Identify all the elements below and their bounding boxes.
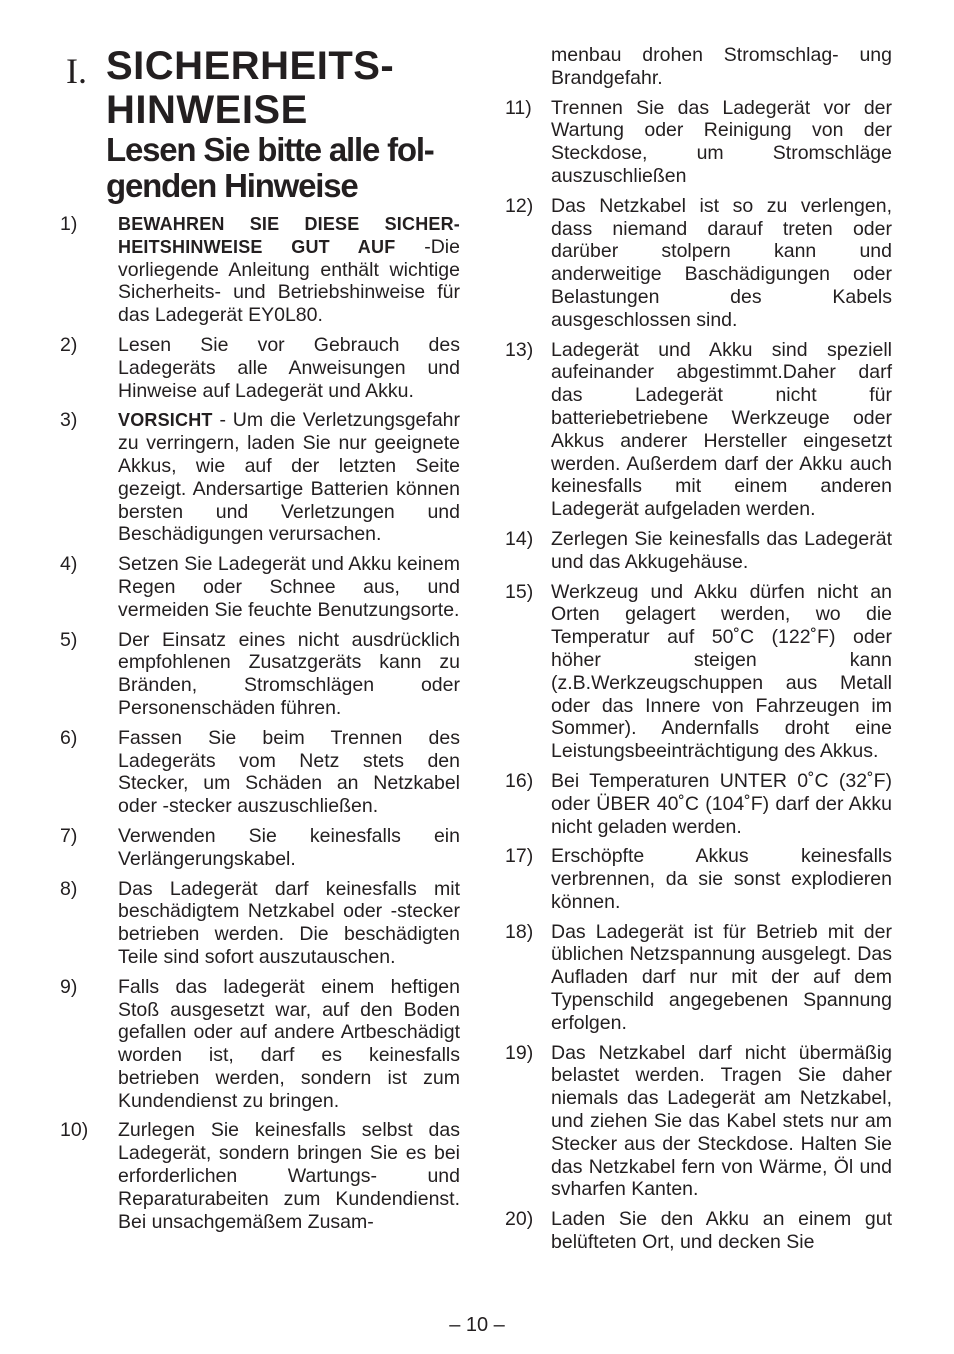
item-number: 9) xyxy=(60,975,78,998)
item-text: Erschöpfte Akkus keinesfalls verbrennen, da sie sonst explodieren können. xyxy=(551,845,892,913)
safety-item xyxy=(60,878,460,969)
item-text: Das Ladegerät darf keinesfalls mit beschädigtem Netzkabel oder -stecker betrieben werden. Die beschädigten Teile sind sofort auszutauschen. xyxy=(118,877,460,968)
item-text: Der Einsatz eines nicht ausdrücklich empfohlenen Zusatzgeräts kann zu Bränden, Stromschlägen oder Personenschäden führen. xyxy=(118,628,460,719)
safety-item xyxy=(60,1119,460,1233)
safety-item xyxy=(60,629,460,720)
item-lead: BEWAHREN SIE DIESE SICHER-HEITSHINWEISE GUT AUF xyxy=(118,214,460,257)
item-number: 3) xyxy=(60,409,78,432)
safety-item xyxy=(505,770,892,838)
item-text: Das Ladegerät ist für Betrieb mit der üblichen Netzspannung ausgelegt. Das Aufladen darf nur mit der auf dem Typenschild angegebenen Spannung erfolgen. xyxy=(551,920,892,1034)
page-number: – 10 – xyxy=(449,1314,505,1336)
item-text: -Die vorliegende Anleitung enthält wichtige Sicherheits- und Betriebshinweise für das Ladegerät EY0L80. xyxy=(118,235,460,327)
item-number: 16) xyxy=(505,769,534,792)
safety-item xyxy=(505,581,892,763)
section-title-line-1: SICHERHEITS- xyxy=(106,44,395,88)
safety-item xyxy=(505,921,892,1035)
item-number: 1) xyxy=(60,213,78,235)
section-subtitle-line-1: Lesen Sie bitte alle fol- xyxy=(106,131,434,168)
item-text: Lesen Sie vor Gebrauch des Ladegeräts alle Anweisungen und Hinweise auf Ladegerät und Akku. xyxy=(118,333,460,402)
item-text: Werkzeug und Akku dürfen nicht an Orten gelagert werden, wo die Temperatur auf 50˚C (122˚F) oder höher steigen kann (z.B.Werkzeugschuppen aus Metall oder das Innere von Fahrzeugen im Sommer). Andernfalls droht eine Leistungsbeeinträchtigung des Akkus. xyxy=(551,580,892,763)
section-subtitle xyxy=(106,132,434,204)
item-text: - Um die Verletzungsgefahr zu verringern, laden Sie nur geeignete Akkus, wie auf der letzten Seite gezeigt. Andersartige Batterien können bersten und Verletzungen und Beschädigungen verursachen. xyxy=(118,409,460,546)
section-subtitle-line-2: genden Hinweise xyxy=(106,167,358,204)
safety-item xyxy=(60,825,460,871)
item-text: Laden Sie den Akku an einem gut belüfteten Ort, und decken Sie xyxy=(551,1208,892,1254)
safety-list-left xyxy=(60,213,460,1240)
item-lead: VORSICHT xyxy=(118,410,213,431)
item-number: 20) xyxy=(505,1208,534,1231)
item-text: Setzen Sie Ladegerät und Akku keinem Regen oder Schnee aus, und vermeiden Sie feuchte Benutzungsorte. xyxy=(118,553,460,621)
item-number: 14) xyxy=(505,527,534,550)
safety-item xyxy=(505,1208,892,1254)
safety-item-continuation xyxy=(505,44,892,90)
item-number: 18) xyxy=(505,920,534,943)
safety-item xyxy=(505,97,892,188)
item-number: 5) xyxy=(60,628,78,651)
safety-item xyxy=(60,727,460,818)
item-text: Zurlegen Sie keinesfalls selbst das Ladegerät, sondern bringen Sie es bei erforderlichen Wartungs- und Reparaturabeiten zum Kundendienst. Bei unsachgemäßem Zusam- xyxy=(118,1119,460,1233)
item-text: Zerlegen Sie keinesfalls das Ladegerät und das Akkugehäuse. xyxy=(551,527,892,573)
item-number: 19) xyxy=(505,1041,534,1064)
safety-item xyxy=(505,1042,892,1202)
item-text: Das Netzkabel ist so zu verlengen, dass niemand darauf treten oder darüber stolpern kann und anderweitige Baschädigungen oder Belastungen des Kabels ausgeschlossen sind. xyxy=(551,194,892,331)
section-title-line-2: HINWEISE xyxy=(106,88,308,132)
item-text: Ladegerät und Akku sind speziell aufeinander abgestimmt.Daher darf das Ladegerät nicht für batteriebetriebene Werkzeuge oder Akkus anderer Hersteller eingesetzt werden. Außerdem darf der Akku auch keinesfalls mit einem anderen Ladegerät aufgeladen werden. xyxy=(551,338,892,521)
item-number: 11) xyxy=(505,96,532,119)
item-number: 10) xyxy=(60,1119,89,1142)
item-text: Falls das ladegerät einem heftigen Stoß ausgesetzt war, auf den Boden gefallen oder auf andere Artbeschädigt worden ist, darf es keinesfalls betrieben werden, sondern ist zum Kundendienst zu bringen. xyxy=(118,975,460,1112)
item-text: Fassen Sie beim Trennen des Ladegeräts vom Netz stets den Stecker, um Schäden an Netzkabel oder -stecker auszuschließen. xyxy=(118,726,460,818)
item-number: 7) xyxy=(60,824,78,847)
item-number: 12) xyxy=(505,194,534,217)
item-text: Bei Temperaturen UNTER 0˚C (32˚F) oder ÜBER 40˚C (104˚F) darf der Akku nicht geladen werden. xyxy=(551,769,892,838)
safety-item xyxy=(60,409,460,546)
item-number: 6) xyxy=(60,726,78,749)
item-number: 13) xyxy=(505,338,534,361)
safety-item xyxy=(505,528,892,574)
item-text: Verwenden Sie keinesfalls ein Verlängerungskabel. xyxy=(118,824,460,870)
item-text: Trennen Sie das Ladegerät vor der Wartung oder Reinigung von der Steckdose, um Stromschläge auszuschließen xyxy=(551,96,892,187)
safety-item xyxy=(505,195,892,332)
section-title xyxy=(106,44,394,132)
safety-item xyxy=(505,339,892,521)
item-number: 2) xyxy=(60,333,78,356)
item-text: Das Netzkabel darf nicht übermäßig belastet werden. Tragen Sie daher niemals das Ladegerät am Netzkabel, und ziehen Sie das Kabel stets nur am Stecker aus der Steckdose. Halten Sie das Netzkabel fern von Wärme, Öl und svharfen Kanten. xyxy=(551,1041,892,1201)
safety-item xyxy=(60,334,460,402)
safety-item xyxy=(60,976,460,1113)
item-number: 4) xyxy=(60,553,78,576)
item-number: 15) xyxy=(505,580,534,603)
item-text: menbau drohen Stromschlag- ung Brandgefahr. xyxy=(551,44,892,89)
item-number: 8) xyxy=(60,877,78,900)
safety-list-right xyxy=(505,44,892,1261)
safety-item xyxy=(60,213,460,327)
safety-item xyxy=(505,845,892,913)
safety-item xyxy=(60,553,460,621)
section-number: I. xyxy=(66,51,87,91)
item-number: 17) xyxy=(505,845,534,868)
